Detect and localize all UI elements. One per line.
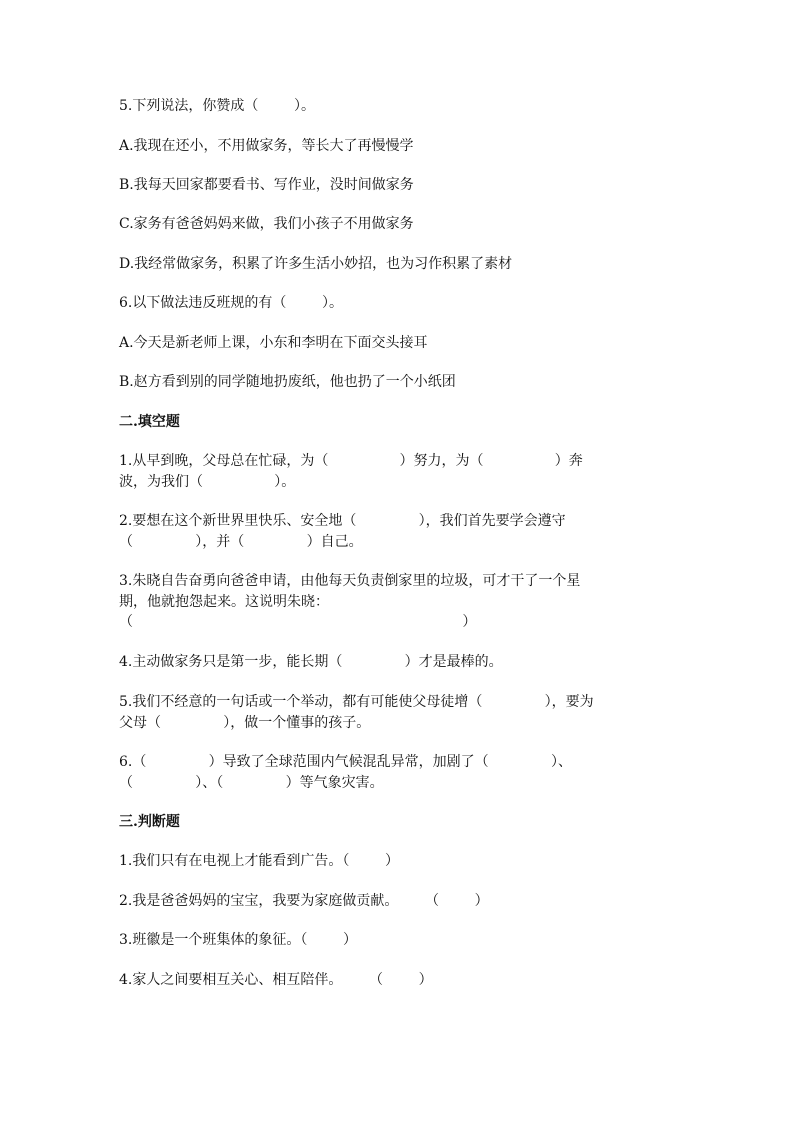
fill-q3-line1: 3.朱晓自告奋勇向爸爸申请，由他每天负责倒家里的垃圾，可才干了一个星 [119, 573, 581, 589]
question-5-stem: 5.下列说法，你赞成（ ）。 [119, 98, 315, 114]
judge-q1: 1.我们只有在电视上才能看到广告。（ ） [119, 853, 399, 869]
fill-q6-line2: （ ）、（ ）等气象灾害。 [119, 775, 384, 791]
judge-q2: 2.我是爸爸妈妈的宝宝，我要为家庭做贡献。 （ ） [119, 893, 489, 909]
fill-q1-line1: 1.从早到晚，父母总在忙碌，为（ ）努力，为（ ）奔 [119, 453, 583, 469]
fill-q2-line2: （ ），并（ ）自己。 [119, 534, 363, 550]
fill-q3-line2: 期，他就抱怨起来。这说明朱晓： [119, 594, 329, 610]
fill-q1-line2: 波，为我们（ ）。 [119, 474, 296, 490]
question-5-option-a: A.我现在还小，不用做家务，等长大了再慢慢学 [119, 138, 414, 154]
section-heading-fill: 二.填空题 [119, 414, 180, 430]
fill-q5-line1: 5.我们不经意的一句话或一个举动，都有可能使父母徒增（ ），要为 [119, 694, 594, 710]
question-5-option-c: C.家务有爸爸妈妈来做，我们小孩子不用做家务 [119, 216, 414, 232]
fill-q5-line2: 父母（ ），做一个懂事的孩子。 [119, 715, 371, 731]
question-6-option-a: A.今天是新老师上课，小东和李明在下面交头接耳 [119, 335, 428, 351]
judge-q3: 3.班徽是一个班集体的象征。（ ） [119, 932, 357, 948]
fill-q4: 4.主动做家务只是第一步，能长期（ ）才是最棒的。 [119, 654, 503, 670]
question-6-stem: 6.以下做法违反班规的有（ ）。 [119, 295, 343, 311]
judge-q4: 4.家人之间要相互关心、相互陪伴。 （ ） [119, 972, 433, 988]
fill-q2-line1: 2.要想在这个新世界里快乐、安全地（ ），我们首先要学会遵守 [119, 513, 566, 529]
question-5-option-b: B.我每天回家都要看书、写作业，没时间做家务 [119, 177, 414, 193]
question-5-option-d: D.我经常做家务，积累了许多生活小妙招，也为习作积累了素材 [119, 256, 513, 272]
section-heading-judge: 三.判断题 [119, 814, 180, 830]
question-6-option-b: B.赵方看到别的同学随地扔废纸，他也扔了一个小纸团 [119, 374, 456, 390]
fill-q3-answer-blank: （ ） [119, 614, 477, 630]
fill-q6-line1: 6.（ ）导致了全球范围内气候混乱异常，加剧了（ ）、 [119, 754, 572, 770]
